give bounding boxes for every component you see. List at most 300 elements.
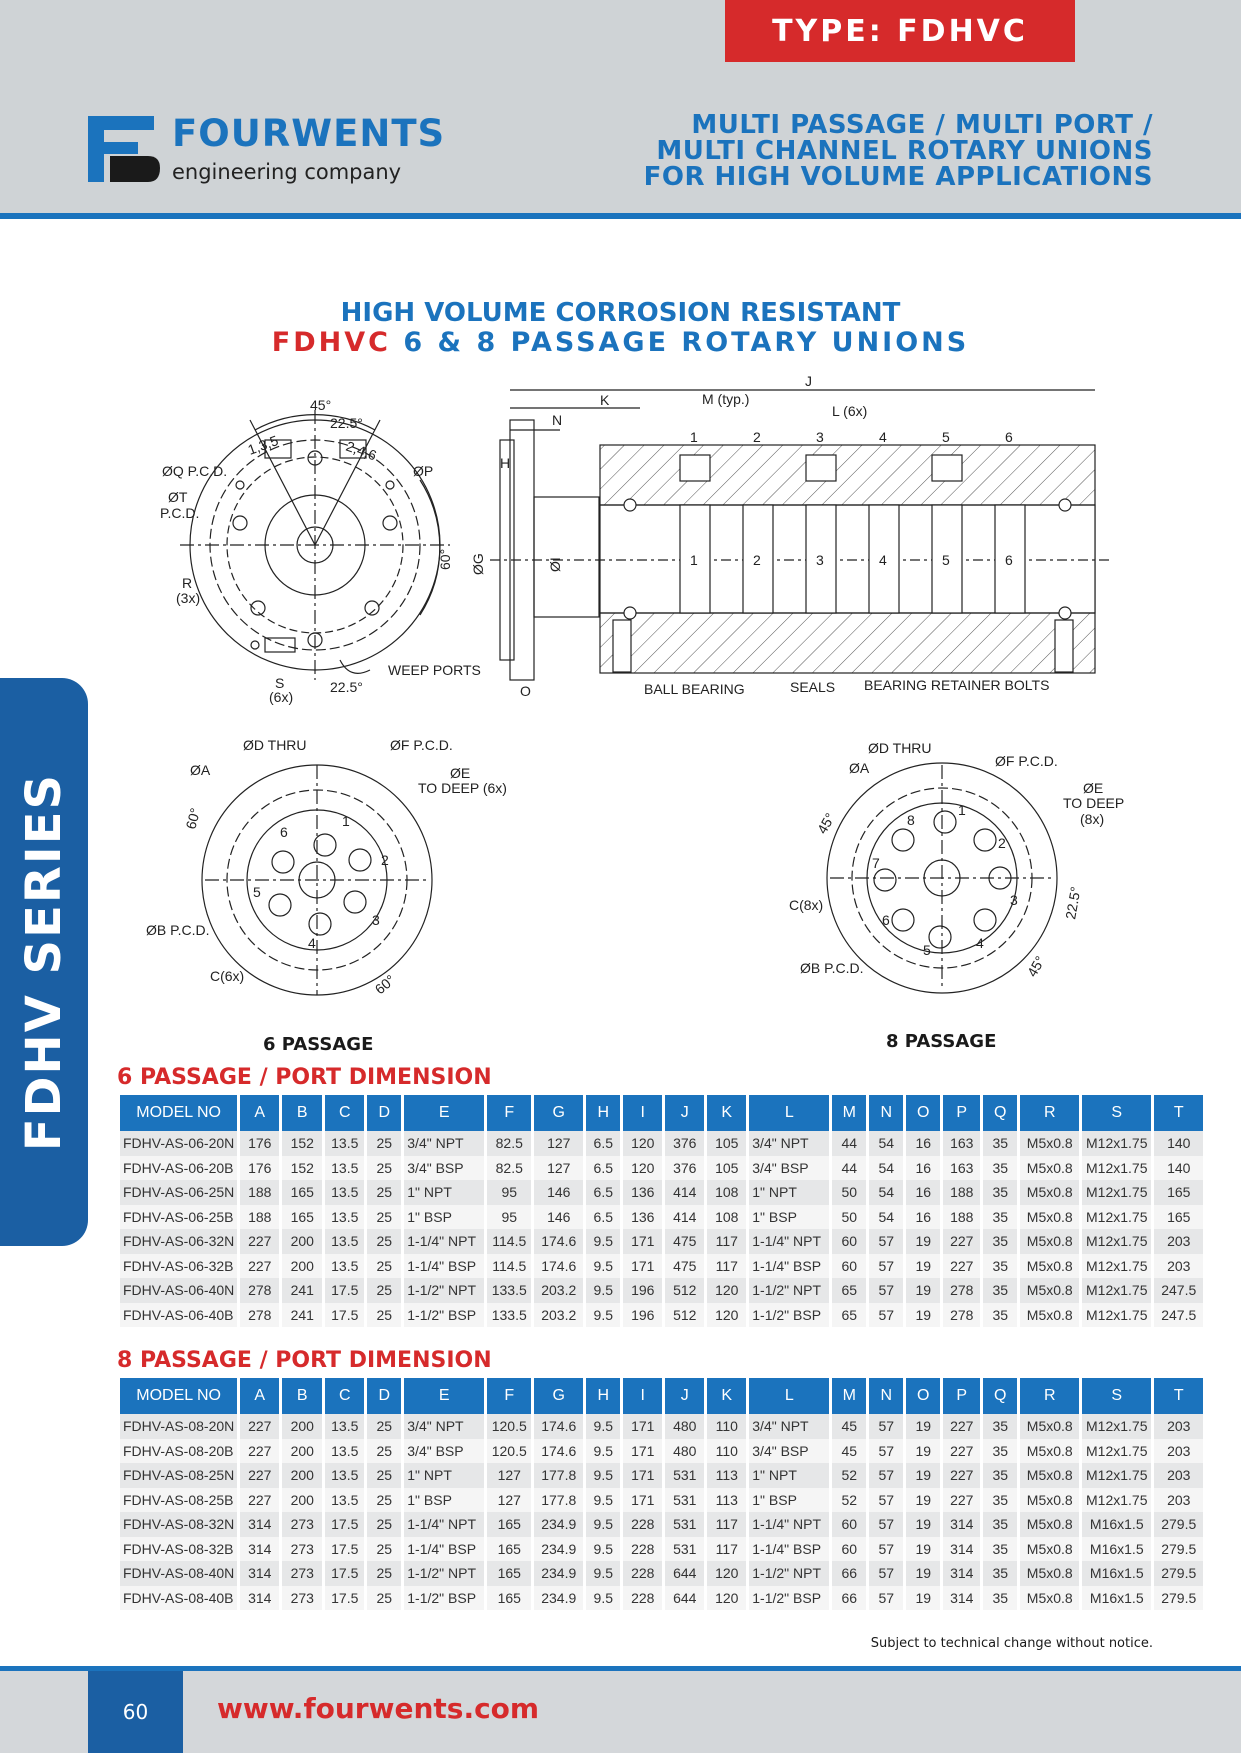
front-label-weep: WEEP PORTS xyxy=(388,662,481,678)
logo-mark-icon xyxy=(88,116,160,182)
column-header: D xyxy=(367,1378,401,1414)
table-cell: 35 xyxy=(983,1537,1017,1562)
table-cell: 35 xyxy=(983,1303,1017,1328)
table-cell: 1-1/4" NPT xyxy=(749,1512,829,1537)
section-label-n: N xyxy=(552,412,563,428)
table-cell: 644 xyxy=(665,1561,704,1586)
six-port-4: 4 xyxy=(308,935,316,951)
section-inner-5: 5 xyxy=(942,552,950,568)
column-header: C xyxy=(325,1378,364,1414)
table-cell: 188 xyxy=(943,1180,980,1205)
column-header: B xyxy=(282,1095,322,1131)
column-header: O xyxy=(906,1095,940,1131)
table-cell: 117 xyxy=(707,1537,746,1562)
table-cell: 1-1/2" NPT xyxy=(749,1278,829,1303)
table-cell: 3/4" BSP xyxy=(404,1439,484,1464)
table-cell: M5x0.8 xyxy=(1020,1414,1079,1439)
column-header: MODEL NO xyxy=(120,1378,237,1414)
table-cell: 13.5 xyxy=(325,1180,364,1205)
table-cell: 414 xyxy=(665,1205,704,1230)
table-cell: 19 xyxy=(906,1439,940,1464)
table-cell: 25 xyxy=(367,1254,401,1279)
table-cell: M5x0.8 xyxy=(1020,1488,1079,1513)
section-port-2: 2 xyxy=(753,429,761,445)
eight-port-3: 3 xyxy=(1010,892,1018,908)
table-cell: 163 xyxy=(943,1131,980,1156)
table-cell: 278 xyxy=(240,1278,279,1303)
column-header: Q xyxy=(983,1095,1017,1131)
table-cell: 19 xyxy=(906,1488,940,1513)
front-label-q-pcd: ØQ P.C.D. xyxy=(162,463,228,479)
table-cell: 57 xyxy=(869,1254,903,1279)
table-cell: 120 xyxy=(623,1156,662,1181)
title-description: 6 & 8 PASSAGE ROTARY UNIONS xyxy=(403,327,970,358)
table-cell: 66 xyxy=(832,1561,866,1586)
table-cell: 114.5 xyxy=(487,1229,531,1254)
table-cell: 35 xyxy=(983,1229,1017,1254)
table-cell: 200 xyxy=(282,1488,322,1513)
table-cell: 3/4" NPT xyxy=(404,1131,484,1156)
table-cell: M12x1.75 xyxy=(1082,1278,1151,1303)
table-cell: FDHV-AS-08-32B xyxy=(120,1537,237,1562)
section-inner-6: 6 xyxy=(1005,552,1013,568)
table-cell: 176 xyxy=(240,1156,279,1181)
column-header: K xyxy=(707,1095,746,1131)
table-cell: 234.9 xyxy=(534,1561,583,1586)
column-header: J xyxy=(665,1378,704,1414)
table-cell: 247.5 xyxy=(1154,1278,1203,1303)
column-header: T xyxy=(1154,1378,1203,1414)
table-cell: FDHV-AS-08-20N xyxy=(120,1414,237,1439)
table-cell: 25 xyxy=(367,1303,401,1328)
table-cell: 35 xyxy=(983,1278,1017,1303)
column-header: T xyxy=(1154,1095,1203,1131)
table-cell: 57 xyxy=(869,1229,903,1254)
table-cell: M5x0.8 xyxy=(1020,1586,1079,1611)
table-cell: 13.5 xyxy=(325,1488,364,1513)
technical-drawing xyxy=(140,375,1150,1065)
table-cell: 35 xyxy=(983,1131,1017,1156)
column-header: J xyxy=(665,1095,704,1131)
table-cell: 25 xyxy=(367,1439,401,1464)
table-cell: 16 xyxy=(906,1131,940,1156)
table-cell: 165 xyxy=(282,1205,322,1230)
table-cell: 17.5 xyxy=(325,1512,364,1537)
section-port-3: 3 xyxy=(816,429,824,445)
table-cell: 25 xyxy=(367,1561,401,1586)
table-cell: 110 xyxy=(707,1439,746,1464)
table-cell: 163 xyxy=(943,1156,980,1181)
type-label: TYPE: FDHVC xyxy=(772,13,1028,49)
logo-wordmark: FOURWENTS xyxy=(172,112,446,155)
section-label-ball: BALL BEARING xyxy=(644,681,745,697)
table-cell: 13.5 xyxy=(325,1254,364,1279)
table-cell: 17.5 xyxy=(325,1537,364,1562)
table-cell: 480 xyxy=(665,1439,704,1464)
table-cell: 227 xyxy=(943,1488,980,1513)
table-cell: 35 xyxy=(983,1414,1017,1439)
table-cell: 140 xyxy=(1154,1131,1203,1156)
table-cell: 273 xyxy=(282,1561,322,1586)
table-row xyxy=(120,1586,1203,1611)
table-cell: 1-1/2" NPT xyxy=(404,1561,484,1586)
table-cell: 278 xyxy=(240,1303,279,1328)
six-table-title: 6 PASSAGE / PORT DIMENSION xyxy=(117,1065,492,1090)
table-cell: 50 xyxy=(832,1180,866,1205)
front-label-60: 60° xyxy=(437,548,453,570)
table-cell: 9.5 xyxy=(586,1229,620,1254)
table-cell: 1-1/2" NPT xyxy=(749,1561,829,1586)
table-cell: 314 xyxy=(943,1537,980,1562)
six-port-2: 2 xyxy=(381,852,389,868)
table-cell: 66 xyxy=(832,1586,866,1611)
table-cell: FDHV-AS-06-25N xyxy=(120,1180,237,1205)
eight-label-c: C(8x) xyxy=(789,897,824,913)
table-cell: 16 xyxy=(906,1205,940,1230)
table-cell: 278 xyxy=(943,1303,980,1328)
table-cell: 65 xyxy=(832,1278,866,1303)
tagline-line-2: MULTI CHANNEL ROTARY UNIONS xyxy=(656,136,1153,166)
table-cell: 82.5 xyxy=(487,1131,531,1156)
six-passage-drawing xyxy=(202,765,432,998)
table-cell: M12x1.75 xyxy=(1082,1463,1151,1488)
column-header: E xyxy=(404,1378,484,1414)
table-cell: 314 xyxy=(240,1586,279,1611)
table-row xyxy=(120,1561,1203,1586)
table-cell: 25 xyxy=(367,1156,401,1181)
table-cell: 9.5 xyxy=(586,1303,620,1328)
table-cell: 241 xyxy=(282,1278,322,1303)
table-cell: 203 xyxy=(1154,1254,1203,1279)
table-cell: M12x1.75 xyxy=(1082,1439,1151,1464)
table-cell: 113 xyxy=(707,1463,746,1488)
table-cell: 25 xyxy=(367,1463,401,1488)
table-cell: 35 xyxy=(983,1205,1017,1230)
table-cell: 228 xyxy=(623,1512,662,1537)
table-cell: 165 xyxy=(282,1180,322,1205)
table-cell: 314 xyxy=(943,1512,980,1537)
table-row xyxy=(120,1156,1203,1181)
table-cell: 113 xyxy=(707,1488,746,1513)
table-cell: 475 xyxy=(665,1229,704,1254)
table-cell: 57 xyxy=(869,1303,903,1328)
table-cell: 35 xyxy=(983,1561,1017,1586)
column-header: P xyxy=(943,1378,980,1414)
column-header: D xyxy=(367,1095,401,1131)
table-cell: 95 xyxy=(487,1205,531,1230)
table-cell: 146 xyxy=(534,1180,583,1205)
table-cell: 1" BSP xyxy=(404,1205,484,1230)
column-header: M xyxy=(832,1378,866,1414)
table-cell: M12x1.75 xyxy=(1082,1303,1151,1328)
table-cell: FDHV-AS-06-40B xyxy=(120,1303,237,1328)
table-cell: 13.5 xyxy=(325,1156,364,1181)
table-cell: 203 xyxy=(1154,1439,1203,1464)
table-cell: 6.5 xyxy=(586,1131,620,1156)
table-cell: 228 xyxy=(623,1561,662,1586)
section-label-seals: SEALS xyxy=(790,679,836,695)
table-cell: 314 xyxy=(240,1537,279,1562)
table-cell: 57 xyxy=(869,1463,903,1488)
table-cell: 314 xyxy=(943,1561,980,1586)
table-cell: 512 xyxy=(665,1303,704,1328)
table-cell: 171 xyxy=(623,1254,662,1279)
table-cell: 171 xyxy=(623,1488,662,1513)
table-cell: 120 xyxy=(623,1131,662,1156)
column-header: S xyxy=(1082,1095,1151,1131)
table-cell: M5x0.8 xyxy=(1020,1254,1079,1279)
table-cell: M5x0.8 xyxy=(1020,1278,1079,1303)
table-cell: 9.5 xyxy=(586,1537,620,1562)
table-row xyxy=(120,1131,1203,1156)
table-cell: 227 xyxy=(943,1254,980,1279)
section-port-1: 1 xyxy=(690,429,698,445)
table-cell: 234.9 xyxy=(534,1586,583,1611)
table-cell: 25 xyxy=(367,1205,401,1230)
table-cell: 1-1/2" NPT xyxy=(404,1278,484,1303)
table-cell: FDHV-AS-06-20B xyxy=(120,1156,237,1181)
table-cell: 9.5 xyxy=(586,1512,620,1537)
table-cell: M16x1.5 xyxy=(1082,1512,1151,1537)
table-cell: 52 xyxy=(832,1488,866,1513)
table-cell: 227 xyxy=(240,1414,279,1439)
table-cell: 127 xyxy=(534,1156,583,1181)
column-header: K xyxy=(707,1378,746,1414)
section-port-4: 4 xyxy=(879,429,887,445)
table-cell: 146 xyxy=(534,1205,583,1230)
eight-table-title: 8 PASSAGE / PORT DIMENSION xyxy=(117,1348,492,1373)
table-cell: 188 xyxy=(943,1205,980,1230)
table-cell: 54 xyxy=(869,1131,903,1156)
section-inner-2: 2 xyxy=(753,552,761,568)
table-cell: 120.5 xyxy=(487,1439,531,1464)
section-label-i: ØI xyxy=(547,557,563,572)
six-label-60: 60° xyxy=(182,806,204,831)
table-cell: 531 xyxy=(665,1512,704,1537)
table-cell: 3/4" BSP xyxy=(749,1439,829,1464)
table-cell: 273 xyxy=(282,1512,322,1537)
table-cell: 60 xyxy=(832,1512,866,1537)
table-cell: 13.5 xyxy=(325,1414,364,1439)
table-cell: 127 xyxy=(534,1131,583,1156)
table-cell: 35 xyxy=(983,1254,1017,1279)
table-cell: 165 xyxy=(1154,1205,1203,1230)
table-cell: 127 xyxy=(487,1463,531,1488)
eight-port-4: 4 xyxy=(976,935,984,951)
six-label-b: ØB P.C.D. xyxy=(146,922,210,938)
table-cell: 35 xyxy=(983,1512,1017,1537)
table-cell: 19 xyxy=(906,1561,940,1586)
table-cell: 19 xyxy=(906,1463,940,1488)
table-cell: 188 xyxy=(240,1180,279,1205)
table-cell: 9.5 xyxy=(586,1414,620,1439)
table-cell: 117 xyxy=(707,1229,746,1254)
table-cell: 9.5 xyxy=(586,1439,620,1464)
column-header: O xyxy=(906,1378,940,1414)
table-cell: M5x0.8 xyxy=(1020,1561,1079,1586)
table-cell: FDHV-AS-06-25B xyxy=(120,1205,237,1230)
table-cell: FDHV-AS-08-25N xyxy=(120,1463,237,1488)
column-header: E xyxy=(404,1095,484,1131)
table-cell: 6.5 xyxy=(586,1205,620,1230)
table-row xyxy=(120,1512,1203,1537)
table-cell: 120 xyxy=(707,1586,746,1611)
table-cell: 136 xyxy=(623,1205,662,1230)
table-cell: 3/4" NPT xyxy=(404,1414,484,1439)
table-cell: 273 xyxy=(282,1586,322,1611)
front-label-22: 22.5° xyxy=(330,415,363,431)
table-cell: 6.5 xyxy=(586,1180,620,1205)
table-cell: M5x0.8 xyxy=(1020,1180,1079,1205)
table-cell: 171 xyxy=(623,1439,662,1464)
table-cell: 1" BSP xyxy=(749,1488,829,1513)
table-cell: 117 xyxy=(707,1254,746,1279)
table-cell: 165 xyxy=(487,1512,531,1537)
table-cell: 227 xyxy=(943,1414,980,1439)
table-cell: 9.5 xyxy=(586,1254,620,1279)
eight-passage-caption: 8 PASSAGE xyxy=(886,1031,997,1052)
table-cell: 25 xyxy=(367,1278,401,1303)
table-cell: 531 xyxy=(665,1488,704,1513)
table-cell: 25 xyxy=(367,1512,401,1537)
table-cell: 152 xyxy=(282,1156,322,1181)
table-cell: 196 xyxy=(623,1278,662,1303)
table-cell: 165 xyxy=(487,1561,531,1586)
table-row xyxy=(120,1180,1203,1205)
column-header: L xyxy=(749,1095,829,1131)
table-cell: 376 xyxy=(665,1156,704,1181)
table-cell: 82.5 xyxy=(487,1156,531,1181)
eight-passage-drawing xyxy=(827,763,1057,993)
table-cell: 203 xyxy=(1154,1488,1203,1513)
table-cell: M12x1.75 xyxy=(1082,1180,1151,1205)
table-cell: 1" NPT xyxy=(404,1463,484,1488)
table-cell: 278 xyxy=(943,1278,980,1303)
table-cell: 174.6 xyxy=(534,1229,583,1254)
table-row xyxy=(120,1439,1203,1464)
table-cell: 1-1/2" BSP xyxy=(749,1303,829,1328)
table-cell: FDHV-AS-08-40B xyxy=(120,1586,237,1611)
table-cell: M12x1.75 xyxy=(1082,1205,1151,1230)
company-logo xyxy=(88,112,446,192)
table-cell: 1" NPT xyxy=(749,1180,829,1205)
table-cell: 1-1/4" BSP xyxy=(749,1537,829,1562)
table-cell: 65 xyxy=(832,1303,866,1328)
six-port-5: 5 xyxy=(253,884,261,900)
page-number: 60 xyxy=(122,1700,149,1724)
column-header: F xyxy=(487,1378,531,1414)
table-cell: 200 xyxy=(282,1414,322,1439)
table-cell: 1-1/4" NPT xyxy=(749,1229,829,1254)
table-cell: 1-1/2" BSP xyxy=(749,1586,829,1611)
table-cell: 279.5 xyxy=(1154,1537,1203,1562)
eight-label-45b: 45° xyxy=(1023,953,1049,980)
section-label-g: ØG xyxy=(470,553,486,575)
table-cell: 108 xyxy=(707,1205,746,1230)
website-link[interactable]: www.fourwents.com xyxy=(217,1692,540,1725)
table-cell: 9.5 xyxy=(586,1586,620,1611)
table-cell: 45 xyxy=(832,1439,866,1464)
table-cell: 227 xyxy=(240,1229,279,1254)
table-cell: 54 xyxy=(869,1156,903,1181)
table-cell: 200 xyxy=(282,1439,322,1464)
table-cell: 273 xyxy=(282,1537,322,1562)
table-cell: 228 xyxy=(623,1586,662,1611)
section-label-h: H xyxy=(500,455,511,471)
table-cell: 95 xyxy=(487,1180,531,1205)
table-cell: M16x1.5 xyxy=(1082,1561,1151,1586)
table-cell: 19 xyxy=(906,1254,940,1279)
table-cell: 376 xyxy=(665,1131,704,1156)
table-cell: 3/4" NPT xyxy=(749,1414,829,1439)
front-view-drawing xyxy=(180,410,450,680)
table-cell: 227 xyxy=(240,1488,279,1513)
table-cell: 50 xyxy=(832,1205,866,1230)
table-cell: M5x0.8 xyxy=(1020,1537,1079,1562)
table-cell: M12x1.75 xyxy=(1082,1488,1151,1513)
eight-label-e: ØE xyxy=(1083,780,1104,796)
table-cell: FDHV-AS-06-40N xyxy=(120,1278,237,1303)
table-cell: 531 xyxy=(665,1537,704,1562)
table-cell: 203 xyxy=(1154,1414,1203,1439)
table-cell: 200 xyxy=(282,1463,322,1488)
table-cell: M16x1.5 xyxy=(1082,1586,1151,1611)
table-cell: 19 xyxy=(906,1512,940,1537)
header-divider xyxy=(0,213,1241,219)
table-cell: 227 xyxy=(943,1439,980,1464)
column-header: S xyxy=(1082,1378,1151,1414)
section-label-j: J xyxy=(805,375,812,389)
section-label-k: K xyxy=(600,392,610,408)
table-cell: 1-1/4" NPT xyxy=(404,1229,484,1254)
table-cell: 9.5 xyxy=(586,1463,620,1488)
table-cell: 314 xyxy=(943,1586,980,1611)
column-header: G xyxy=(534,1095,583,1131)
section-label-o: O xyxy=(520,683,531,699)
eight-label-45: 45° xyxy=(813,810,839,837)
table-cell: 314 xyxy=(240,1512,279,1537)
table-row xyxy=(120,1278,1203,1303)
table-cell: 227 xyxy=(240,1439,279,1464)
disclaimer-note: Subject to technical change without notice. xyxy=(870,1636,1153,1651)
table-cell: FDHV-AS-08-32N xyxy=(120,1512,237,1537)
six-label-e2: TO DEEP (6x) xyxy=(418,780,507,796)
column-header: H xyxy=(586,1095,620,1131)
table-cell: 25 xyxy=(367,1180,401,1205)
table-cell: 1-1/4" BSP xyxy=(404,1254,484,1279)
six-passage-caption: 6 PASSAGE xyxy=(263,1034,374,1055)
table-cell: 13.5 xyxy=(325,1229,364,1254)
table-cell: M12x1.75 xyxy=(1082,1156,1151,1181)
table-cell: 247.5 xyxy=(1154,1303,1203,1328)
table-cell: 3/4" BSP xyxy=(749,1156,829,1181)
table-cell: 25 xyxy=(367,1586,401,1611)
table-cell: 13.5 xyxy=(325,1439,364,1464)
column-header: L xyxy=(749,1378,829,1414)
table-cell: 9.5 xyxy=(586,1488,620,1513)
six-label-60b: 60° xyxy=(371,971,399,998)
section-port-5: 5 xyxy=(942,429,950,445)
table-cell: M5x0.8 xyxy=(1020,1303,1079,1328)
six-port-1: 1 xyxy=(342,813,350,829)
table-cell: M12x1.75 xyxy=(1082,1131,1151,1156)
table-cell: M5x0.8 xyxy=(1020,1439,1079,1464)
eight-label-b: ØB P.C.D. xyxy=(800,960,864,976)
table-cell: 200 xyxy=(282,1229,322,1254)
column-header: Q xyxy=(983,1378,1017,1414)
table-cell: 110 xyxy=(707,1414,746,1439)
eight-port-7: 7 xyxy=(872,855,880,871)
